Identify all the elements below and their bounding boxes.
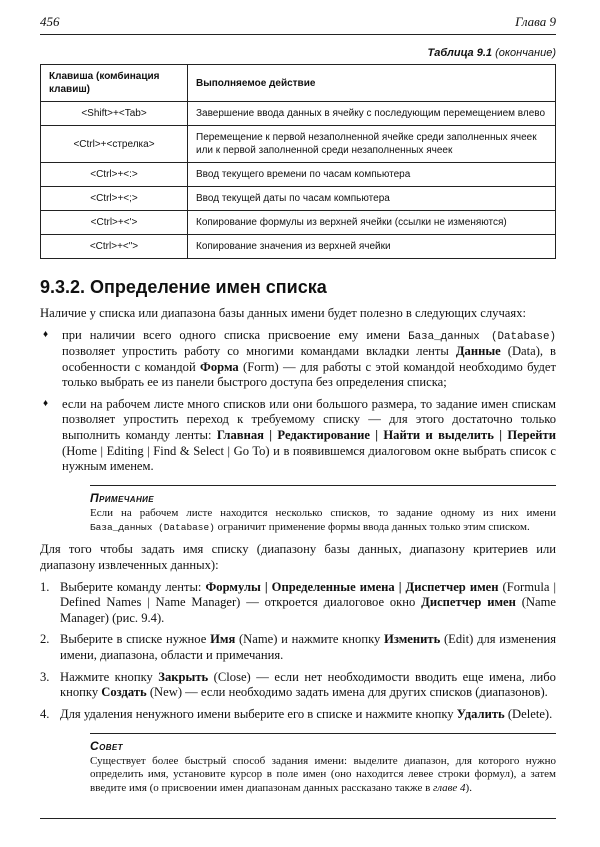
text-run: Если на рабочем листе находится несколько списков, то задание одному из них имени — [90, 506, 556, 519]
action-cell: Копирование формулы из верхней ячейки (ссылки не изменяются) — [188, 211, 556, 235]
bullet-list — [40, 328, 556, 475]
step-text — [60, 670, 556, 700]
tip-block — [90, 733, 556, 796]
text-run: Форма — [200, 359, 239, 374]
text-run: (New) — если необходимо задать имена для других списков (диапазонов). — [146, 685, 548, 700]
list-item — [40, 328, 556, 391]
text-run: (Close) — если нет необходимости вводить еще имена, либо кнопку — [60, 669, 556, 700]
note-block — [90, 485, 556, 535]
table-header-row — [41, 65, 556, 102]
text-run: (Name) и нажмите кнопку — [235, 632, 385, 647]
list-item — [40, 397, 556, 475]
step-text — [60, 632, 556, 662]
key-cell: <Ctrl>+<:> — [41, 163, 188, 187]
action-cell: Перемещение к первой незаполненной ячейке среди заполненных ячеек или к первой заполненной среди незаполненных ячеек — [188, 126, 556, 163]
tip-title: Совет — [90, 738, 123, 753]
numbered-list — [40, 580, 556, 723]
text-run: Существует более быстрый способ задания имени: выделите диапазон, для которого нужно определить имя, установите курсор в поле имен (оно находится левее строки формул), а затем введите имя (о присвоении имен диапазонам данных рассказано также в — [90, 754, 556, 795]
text-run: (Home | Editing | Find & Select | Go To) и в появившемся диалоговом окне выбрать список с нужным именем. — [62, 443, 556, 474]
step-number: 3. — [40, 669, 50, 684]
step-number: 4. — [40, 706, 50, 721]
text-run: Выберите команду ленты: — [60, 579, 206, 594]
diamond-bullet-icon: ♦ — [43, 328, 49, 340]
text-run: Главная | Редактирование | Найти и выделить | Перейти — [216, 428, 556, 443]
table-row — [41, 163, 556, 187]
intro-paragraph: Наличие у списка или диапазона базы данных имени будет полезно в следующих случаях: — [40, 306, 526, 320]
action-cell: Завершение ввода данных в ячейку с последующим перемещением влево — [188, 102, 556, 126]
key-cell: <Ctrl>+<"> — [41, 235, 188, 259]
step-text — [60, 707, 552, 721]
diamond-bullet-icon: ♦ — [43, 397, 49, 409]
table-header-key: Клавиша (комбинация клавиш) — [41, 65, 188, 102]
text-run: База_данных (Database) — [408, 330, 556, 343]
tip-body — [90, 755, 556, 796]
steps-intro-paragraph: Для того чтобы задать имя списку (диапазону базы данных, диапазону критериев или диапазону извлеченных данных): — [40, 542, 556, 573]
note-body — [90, 507, 556, 535]
text-run: Нажмите кнопку — [60, 669, 159, 684]
text-run: (Edit) для изменения имени, диапазона, области и примечания. — [60, 632, 556, 663]
text-run: Данные — [455, 344, 501, 359]
table-caption-number: Таблица 9.1 — [427, 47, 493, 59]
table-row — [41, 187, 556, 211]
text-run: (Name Manager) (рис. 9.4). — [60, 595, 556, 625]
list-item — [40, 670, 556, 701]
list-item — [40, 580, 556, 627]
bullet-text — [62, 328, 556, 390]
text-run: (Form) — для работы с этой командой необходимо будет только выбрать ее из панели быстрого доступа без определения списка; — [62, 359, 556, 390]
bullet-text — [62, 397, 556, 473]
table-caption-suffix: (окончание) — [492, 47, 556, 59]
text-run: главе 4 — [433, 782, 466, 795]
action-cell: Ввод текущей даты по часам компьютера — [188, 187, 556, 211]
table-caption — [40, 47, 556, 59]
action-cell: Ввод текущего времени по часам компьютера — [188, 163, 556, 187]
table-body — [41, 102, 556, 259]
chapter-header: Глава 9 — [515, 14, 556, 29]
text-run: Удалить — [456, 706, 505, 721]
text-run: Закрыть — [158, 669, 209, 684]
text-run: Формулы | Определенные имена | Диспетчер имен — [205, 579, 499, 594]
page-number: 456 — [40, 14, 60, 29]
key-cell: <Ctrl>+<'> — [41, 211, 188, 235]
text-run: ). — [465, 782, 472, 795]
text-run: Имя — [210, 632, 236, 647]
step-number: 2. — [40, 632, 50, 647]
text-run: (Formula | Defined Names | Name Manager) — откроется диалоговое окно — [60, 579, 556, 610]
table-header-action: Выполняемое действие — [188, 65, 556, 102]
key-cell: <Ctrl>+<;> — [41, 187, 188, 211]
note-title: Примечание — [90, 490, 155, 505]
text-run: ограничит применение формы ввода данных только этим списком. — [214, 520, 530, 533]
text-run: Изменить — [384, 632, 441, 647]
text-run: при наличии всего одного списка присвоение ему имени — [62, 327, 409, 342]
text-run: Выберите в списке нужное — [60, 632, 211, 647]
running-header — [40, 14, 556, 35]
text-run: База_данных (Database) — [90, 521, 215, 533]
list-item — [40, 707, 556, 723]
text-run: если на рабочем листе много списков или они большого размера, то задание имен спискам позволяет упростить переход к требуемому списку — для этого достаточно только выполнить команду ленты: — [62, 396, 556, 443]
table-row — [41, 235, 556, 259]
text-run: (Delete). — [504, 706, 553, 721]
step-number: 1. — [40, 579, 50, 594]
page-bottom-rule — [40, 818, 556, 819]
text-run: Для удаления ненужного имени выберите его в списке и нажмите кнопку — [60, 706, 457, 721]
section-heading: 9.3.2. Определение имен списка — [40, 277, 327, 297]
text-run: Диспетчер имен — [421, 595, 516, 610]
table-row — [41, 102, 556, 126]
shortcut-table — [40, 64, 556, 259]
list-item — [40, 632, 556, 663]
text-run: Создать — [101, 685, 147, 700]
action-cell: Копирование значения из верхней ячейки — [188, 235, 556, 259]
text-run: позволяет упростить работу со многими командами вкладки ленты — [62, 344, 456, 359]
step-text — [60, 580, 556, 625]
table-row — [41, 126, 556, 163]
key-cell: <Shift>+<Tab> — [41, 102, 188, 126]
table-row — [41, 211, 556, 235]
key-cell: <Ctrl>+<стрелка> — [41, 126, 188, 163]
text-run: (Data), в особенности с командой — [62, 344, 556, 374]
